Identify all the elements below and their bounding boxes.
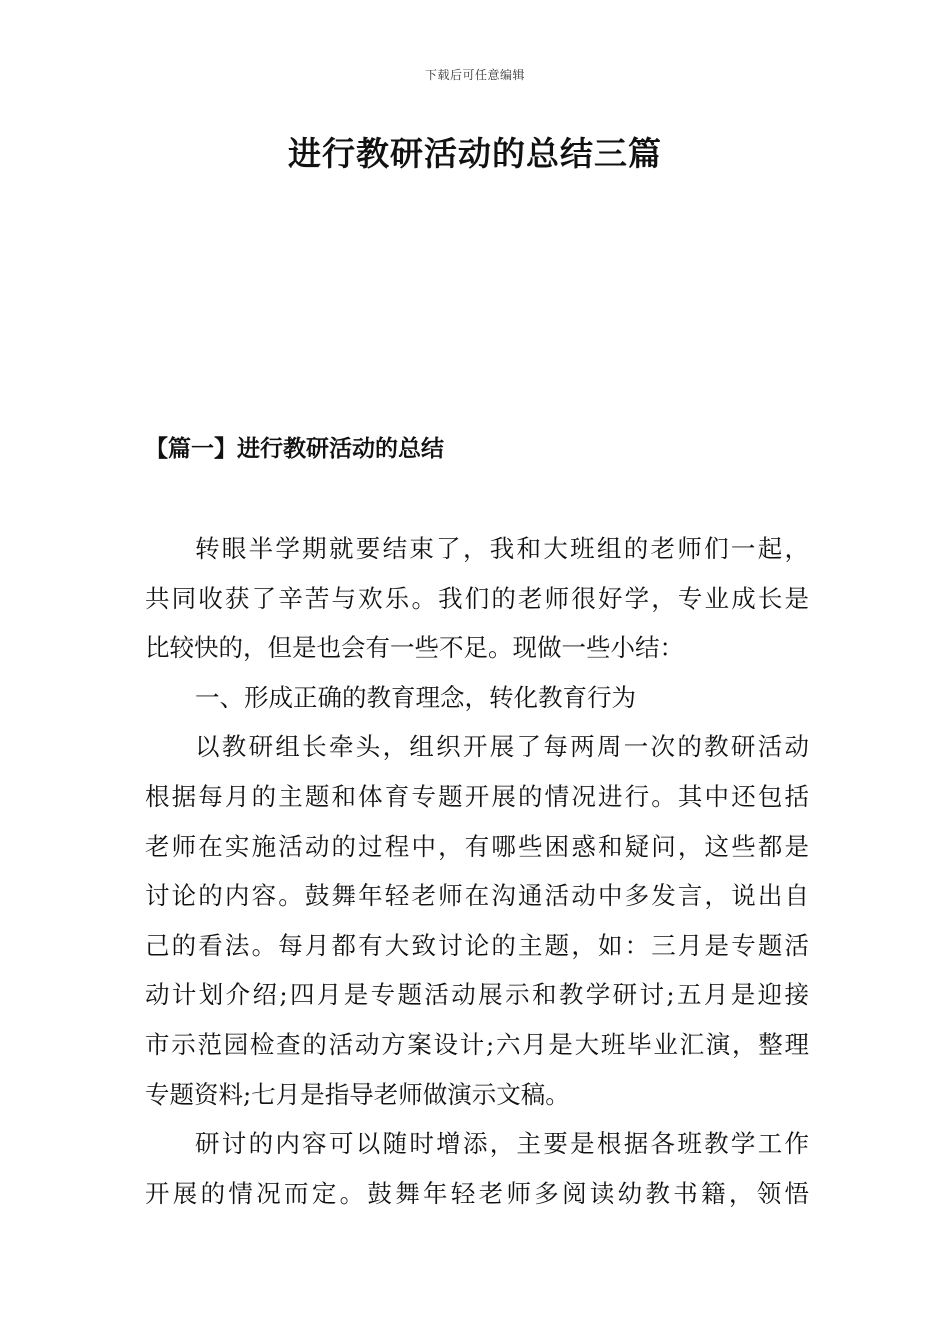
text-line: 讨论的内容。鼓舞年轻老师在沟通活动中多发言，说出自	[145, 881, 809, 911]
body-text	[145, 524, 809, 1218]
header-note: 下载后可任意编辑	[424, 68, 525, 82]
text-line: 共同收获了辛苦与欢乐。我们的老师很好学，专业成长是	[145, 583, 809, 613]
text-line: 动计划介绍;四月是专题活动展示和教学研讨;五月是迎接	[145, 980, 809, 1010]
section-heading: 【篇一】进行教研活动的总结	[145, 435, 444, 462]
text-line: 开展的情况而定。鼓舞年轻老师多阅读幼教书籍，领悟	[145, 1178, 809, 1208]
text-line: 比较快的，但是也会有一些不足。现做一些小结：	[145, 633, 684, 663]
document-title: 进行教研活动的总结三篇	[288, 134, 662, 173]
text-line: 研讨的内容可以随时增添，主要是根据各班教学工作	[195, 1129, 809, 1159]
text-line: 一、形成正确的教育理念，转化教育行为	[195, 682, 636, 712]
text-line: 以教研组长牵头，组织开展了每两周一次的教研活动	[195, 732, 809, 762]
text-line: 市示范园检查的活动方案设计;六月是大班毕业汇演，整理	[145, 1029, 809, 1059]
text-line: 根据每月的主题和体育专题开展的情况进行。其中还包括	[145, 781, 809, 811]
text-line: 专题资料;七月是指导老师做演示文稿。	[145, 1079, 570, 1109]
text-line: 老师在实施活动的过程中，有哪些困惑和疑问，这些都是	[145, 831, 809, 861]
text-line: 转眼半学期就要结束了，我和大班组的老师们一起，	[195, 534, 809, 563]
text-line: 己的看法。每月都有大致讨论的主题，如：三月是专题活	[145, 930, 809, 960]
